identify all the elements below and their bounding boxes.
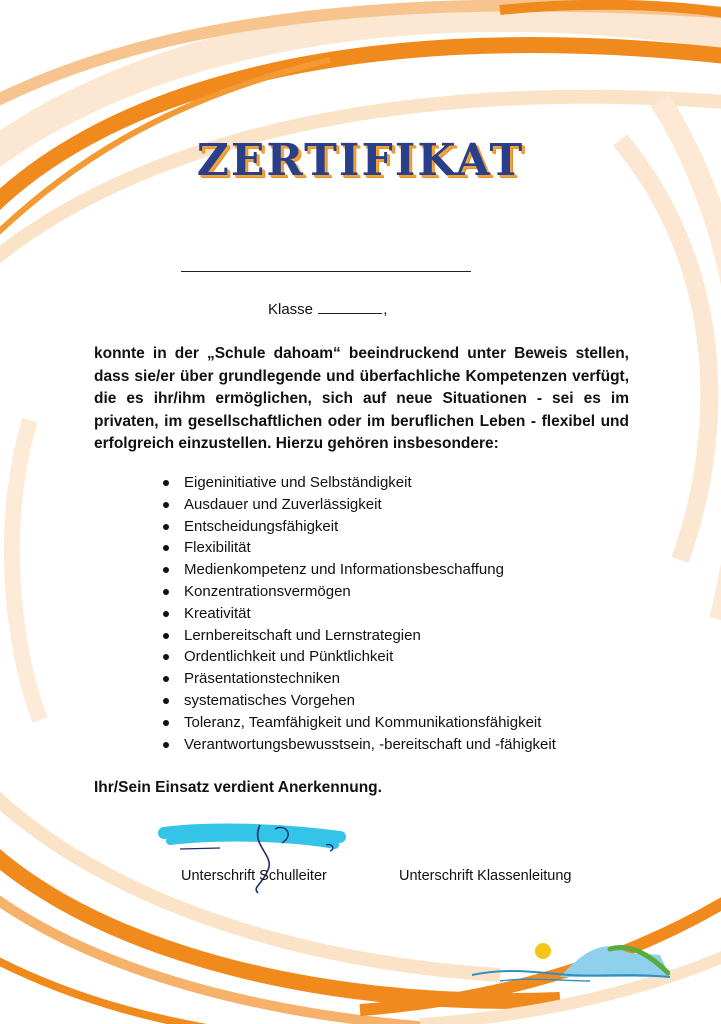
signature-principal-label: Unterschrift Schulleiter [181,868,327,884]
list-item: Präsentationstechniken [160,668,556,690]
list-item: Flexibilität [160,537,556,559]
list-item: Konzentrationsvermögen [160,581,556,603]
list-item: systematisches Vorgehen [160,690,556,712]
class-suffix: , [383,301,388,318]
list-item: Verantwortungsbewusstsein, -bereitschaft und -fähigkeit [160,734,556,756]
list-item: Medienkompetenz und Informationsbeschaffung [160,559,556,581]
list-item: Entscheidungsfähigkeit [160,516,556,538]
signature-teacher-label: Unterschrift Klassenleitung [399,868,572,884]
class-label: Klasse [268,301,314,318]
list-item: Ausdauer und Zuverlässigkeit [160,494,556,516]
skills-list [160,472,556,755]
list-item: Toleranz, Teamfähigkeit und Kommunikationsfähigkeit [160,712,556,734]
list-item: Kreativität [160,603,556,625]
list-item: Lernbereitschaft und Lernstrategien [160,625,556,647]
list-item: Ordentlichkeit und Pünktlichkeit [160,646,556,668]
list-item: Eigeninitiative und Selbständigkeit [160,472,556,494]
class-field [268,301,387,318]
class-blank [318,301,382,314]
certificate-title: ZERTIFIKAT [196,135,525,186]
landscape-sun-logo [470,935,670,990]
name-line [181,271,471,272]
closing-statement: Ihr/Sein Einsatz verdient Anerkennung. [94,779,382,796]
intro-paragraph: konnte in der „Schule dahoam“ beeindruckend unter Beweis stellen, dass sie/er über grundlegende und überfachliche Kompetenzen verfügt, die es ihr/ihm ermöglichen, sich auf neue Situationen - sei es im privaten, im gesellschaftlichen oder im beruflichen Leben - flexibel und erfolgreich einzustellen. Hierzu gehören insbesondere: [94,345,629,452]
